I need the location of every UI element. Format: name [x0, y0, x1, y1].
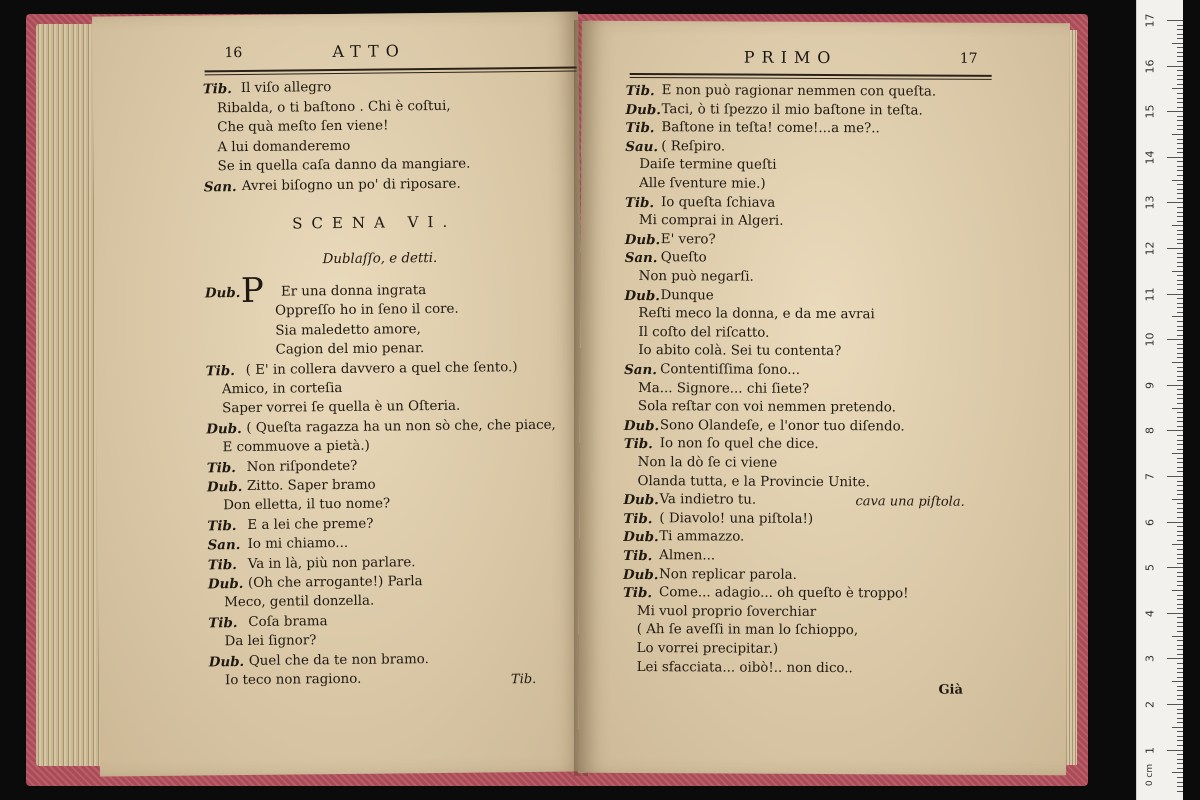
ruler-tick — [1177, 722, 1183, 723]
ruler-tick — [1177, 34, 1183, 35]
dialogue-line: Da lei ſignor? — [224, 633, 317, 650]
dialogue-line: Quel che da te non bramo. — [248, 651, 429, 669]
dialogue-line: E commuove a pietà.) — [222, 438, 370, 456]
ruler-tick — [1167, 157, 1183, 158]
speaker-label: Dub. — [204, 285, 241, 302]
ruler-tick — [1172, 134, 1183, 135]
ruler-tick — [1177, 763, 1183, 764]
ruler-tick — [1172, 544, 1183, 545]
ruler-tick — [1177, 344, 1183, 345]
ruler-tick — [1167, 750, 1183, 751]
ruler-tick — [1172, 43, 1183, 44]
ruler-tick — [1177, 617, 1183, 618]
dialogue-line: Meco, gentil donzella. — [224, 594, 375, 611]
ruler-tick — [1167, 613, 1183, 614]
ruler-tick — [1177, 508, 1183, 509]
speaker-label: Dub. — [208, 653, 245, 670]
ruler-tick — [1177, 572, 1183, 573]
ruler-tick — [1177, 718, 1183, 719]
ruler-tick — [1167, 20, 1183, 21]
ruler-tick — [1177, 426, 1183, 427]
dialogue-line: ( Diavolo! una piſtola!) — [659, 510, 814, 527]
ruler-tick — [1177, 462, 1183, 463]
ruler-tick — [1177, 307, 1183, 308]
ruler-label: 14 — [1143, 150, 1157, 165]
ruler-tick — [1172, 362, 1183, 363]
ruler-tick — [1172, 727, 1183, 728]
ruler-tick — [1177, 394, 1183, 395]
dialogue-line: Io abito colà. Sei tu contenta? — [638, 343, 842, 360]
ruler-tick — [1177, 595, 1183, 596]
ruler-tick — [1177, 585, 1183, 586]
ruler-tick — [1177, 490, 1183, 491]
speaker-label: Tib. — [622, 585, 653, 602]
ruler-tick — [1177, 25, 1183, 26]
ruler-tick — [1177, 321, 1183, 322]
ruler-tick — [1177, 212, 1183, 213]
ruler-tick — [1167, 385, 1183, 386]
ruler-tick — [1177, 435, 1183, 436]
ruler-tick — [1177, 139, 1183, 140]
ruler-tick — [1177, 690, 1183, 691]
dialogue-line: (Oh che arrogante!) Parla — [247, 574, 423, 591]
ruler-tick — [1177, 672, 1183, 673]
ruler-tick — [1177, 116, 1183, 117]
ruler-tick — [1177, 170, 1183, 171]
dialogue-line: Alle ſventure mie.) — [639, 176, 766, 192]
ruler-tick — [1177, 257, 1183, 258]
speaker-label: Dub. — [206, 479, 243, 496]
ruler-tick — [1172, 88, 1183, 89]
ruler-tick — [1177, 654, 1183, 655]
ruler-tick — [1177, 791, 1183, 792]
ruler-tick — [1177, 540, 1183, 541]
ruler-tick — [1177, 161, 1183, 162]
dialogue-line: Olanda tutta, e la Provincie Unite. — [637, 473, 870, 490]
ruler-tick — [1177, 184, 1183, 185]
dialogue-line: Sono Olandeſe, e l'onor tuo diſendo. — [659, 417, 905, 435]
dialogue-line: Ti ammazzo. — [659, 529, 745, 545]
speaker-label: Tib. — [202, 81, 232, 98]
speaker-label: Tib. — [623, 436, 653, 453]
dialogue-line: Almen... — [659, 548, 716, 564]
ruler-tick — [1167, 111, 1183, 112]
ruler-label: 7 — [1143, 473, 1157, 480]
speaker-label: Tib. — [625, 82, 655, 100]
ruler-tick — [1177, 713, 1183, 714]
right-page-number: 17 — [959, 50, 978, 67]
ruler-tick — [1177, 389, 1183, 390]
ruler-tick — [1177, 102, 1183, 103]
speaker-label: Dub. — [623, 417, 660, 434]
ruler-tick — [1177, 740, 1183, 741]
ruler-tick — [1177, 512, 1183, 513]
ruler-tick — [1177, 266, 1183, 267]
ruler-tick — [1177, 526, 1183, 527]
ruler-tick — [1177, 503, 1183, 504]
ruler-tick — [1167, 430, 1183, 431]
dialogue-line: Come... adagio... oh queſto è troppo! — [658, 585, 909, 602]
ruler-tick — [1177, 189, 1183, 190]
ruler-tick — [1177, 298, 1183, 299]
ruler-label: 8 — [1143, 427, 1157, 435]
ruler-tick — [1177, 768, 1183, 769]
ruler-tick — [1177, 663, 1183, 664]
ruler-tick — [1177, 262, 1183, 263]
ruler-tick — [1177, 777, 1183, 778]
ruler-tick — [1177, 531, 1183, 532]
dialogue-line: Il viſo allegro — [240, 80, 332, 97]
ruler-label: 17 — [1143, 13, 1157, 28]
ruler-tick — [1172, 408, 1183, 409]
ruler-tick — [1177, 357, 1183, 358]
ruler-tick — [1167, 202, 1183, 203]
speaker-label: Tib. — [207, 556, 237, 573]
ruler-tick — [1167, 522, 1183, 523]
ruler-tick — [1172, 681, 1183, 682]
ruler-tick — [1177, 61, 1183, 62]
left-running-head: ATTO — [332, 41, 406, 62]
ruler-tick — [1177, 626, 1183, 627]
ruler-tick — [1177, 731, 1183, 732]
ruler-tick — [1172, 499, 1183, 500]
right-page — [578, 21, 1070, 776]
dialogue-line: Io teco non ragiono. — [224, 671, 362, 689]
dialogue-line: Daiſe termine queſti — [639, 157, 777, 174]
dialogue-line: Queſto — [660, 250, 707, 266]
ruler-tick — [1177, 29, 1183, 30]
ruler-tick — [1177, 398, 1183, 399]
ruler-label: 3 — [1143, 655, 1157, 663]
ruler-tick — [1177, 120, 1183, 121]
dialogue-line: Mi comprai in Algeri. — [638, 213, 784, 229]
speaker-label: Dub. — [624, 287, 660, 304]
ruler-tick — [1167, 658, 1183, 659]
ruler-label: 15 — [1143, 104, 1157, 119]
ruler-label: 4 — [1143, 609, 1157, 617]
ruler-unit: 0 cm — [1145, 763, 1156, 787]
ruler-tick — [1177, 289, 1183, 290]
ruler-label: 10 — [1143, 332, 1157, 347]
dialogue-line: ( Queſta ragazza ha un non sò che, che piace, — [246, 417, 556, 436]
ruler-tick — [1177, 38, 1183, 39]
speaker-label: Dub. — [623, 566, 659, 583]
ruler-tick — [1167, 567, 1183, 568]
ruler-tick — [1177, 645, 1183, 646]
ruler-tick — [1177, 745, 1183, 746]
ruler-tick — [1177, 166, 1183, 167]
speaker-label: San. — [624, 361, 657, 379]
ruler-tick — [1177, 221, 1183, 222]
scene-characters-text: Dublaſſo, e detti. — [322, 250, 438, 268]
dialogue-line: Ribalda, o ti baſtono . Chi è coſtui, — [216, 98, 451, 116]
dialogue-line: Che quà meſto ſen viene! — [217, 118, 389, 136]
dialogue-line: Io non ſo quel che dice. — [659, 436, 819, 453]
ruler-tick — [1177, 198, 1183, 199]
ruler-tick — [1177, 640, 1183, 641]
ruler-tick — [1177, 554, 1183, 555]
ruler-tick — [1177, 517, 1183, 518]
ruler-tick — [1172, 271, 1183, 272]
ruler-label: 9 — [1143, 381, 1157, 389]
ruler-tick — [1172, 590, 1183, 591]
speaker-label: Dub. — [625, 101, 661, 118]
ruler-tick — [1177, 631, 1183, 632]
dialogue-line: ( E' in collera davvero a quel che ſento.) — [245, 359, 518, 378]
speaker-label: Tib. — [623, 510, 653, 527]
ruler-tick — [1177, 412, 1183, 413]
ruler-tick — [1177, 558, 1183, 559]
ruler-tick — [1177, 79, 1183, 80]
left-page-number: 16 — [224, 44, 243, 62]
dialogue-line: Mi vuol proprio ſoverchiar — [636, 603, 817, 620]
ruler-tick — [1177, 175, 1183, 176]
ruler-tick — [1177, 622, 1183, 623]
ruler-tick — [1177, 52, 1183, 53]
ruler-label: 11 — [1143, 287, 1157, 302]
ruler-tick — [1177, 70, 1183, 71]
speaker-label: San. — [203, 178, 237, 195]
scene-heading: SCENA VI. — [292, 212, 457, 233]
ruler-tick — [1177, 353, 1183, 354]
ruler-tick — [1167, 476, 1183, 477]
right-catchword: Già — [938, 682, 963, 698]
ruler-tick — [1177, 709, 1183, 710]
ruler-tick — [1177, 563, 1183, 564]
dialogue-line: Baſtone in teſta! come!...a me?.. — [661, 120, 880, 137]
ruler-tick — [1177, 330, 1183, 331]
ruler-tick — [1172, 180, 1183, 181]
speaker-label: Dub. — [624, 231, 661, 248]
ruler-label: 16 — [1143, 59, 1157, 74]
ruler-label: 13 — [1143, 195, 1157, 210]
ruler-tick — [1177, 348, 1183, 349]
ruler-tick — [1177, 239, 1183, 240]
ruler-label: 6 — [1143, 518, 1157, 526]
dialogue-line: Zitto. Saper bramo — [246, 477, 376, 494]
dialogue-line: Oppreſſo ho in ſeno il core. — [275, 302, 459, 320]
ruler-tick — [1177, 125, 1183, 126]
dialogue-line: Non può negarſi. — [638, 269, 754, 285]
ruler-tick — [1177, 280, 1183, 281]
dialogue-line: A lui domanderemo — [217, 138, 351, 155]
ruler-tick — [1177, 303, 1183, 304]
ruler-tick — [1177, 207, 1183, 208]
ruler-tick — [1177, 230, 1183, 231]
ruler-tick — [1177, 754, 1183, 755]
speaker-label: San. — [207, 537, 241, 554]
dialogue-line: Io queſta ſchiava — [660, 194, 776, 211]
dialogue-line: E non può ragionar nemmen con queſta. — [661, 83, 937, 100]
right-running-head: PRIMO — [743, 47, 838, 68]
ruler-tick — [1177, 47, 1183, 48]
ruler-tick — [1177, 152, 1183, 153]
ruler-tick — [1177, 782, 1183, 783]
left-catchword: Tib. — [510, 671, 537, 688]
ruler-tick — [1177, 686, 1183, 687]
ruler-tick — [1177, 668, 1183, 669]
ruler-tick — [1177, 380, 1183, 381]
ruler-tick — [1177, 695, 1183, 696]
ruler-tick — [1177, 129, 1183, 130]
speaker-label: Sau. — [625, 138, 659, 155]
speaker-label: Tib. — [208, 614, 238, 632]
ruler-tick — [1177, 467, 1183, 468]
ruler-tick — [1177, 444, 1183, 445]
ruler-tick — [1177, 93, 1183, 94]
dialogue-line: Io mi chiamo... — [247, 536, 349, 553]
ruler-label: 12 — [1143, 241, 1157, 256]
dialogue-line: Va in là, più non parlare. — [247, 554, 416, 572]
dialogue-line: Non la dò ſe ci viene — [637, 455, 778, 471]
ruler-tick — [1177, 143, 1183, 144]
ruler-tick — [1177, 376, 1183, 377]
ruler-tick — [1177, 759, 1183, 760]
speaker-label: Tib. — [625, 120, 655, 137]
dialogue-line: Lo vorrei precipitar.) — [636, 641, 779, 657]
ruler-tick — [1177, 608, 1183, 609]
dialogue-line: Saper vorrei ſe quella è un Oſteria. — [222, 399, 461, 417]
ruler-tick — [1167, 339, 1183, 340]
dialogue-line: Avrei biſogno un po' di riposare. — [241, 176, 461, 194]
ruler-tick — [1177, 485, 1183, 486]
ruler-tick — [1177, 312, 1183, 313]
ruler-tick — [1177, 98, 1183, 99]
ruler-tick — [1172, 225, 1183, 226]
speaker-label: Tib. — [207, 517, 237, 535]
ruler-tick — [1177, 677, 1183, 678]
ruler-tick — [1177, 421, 1183, 422]
dialogue-line: Taci, ò ti ſpezzo il mio baſtone in teſta. — [661, 101, 923, 119]
ruler-tick — [1177, 243, 1183, 244]
speaker-label: Tib. — [206, 459, 236, 476]
dialogue-line: Lei sfacciata... oibò!.. non dico.. — [636, 659, 853, 676]
ruler-tick — [1177, 549, 1183, 550]
ruler-tick — [1177, 193, 1183, 194]
ruler-tick — [1177, 335, 1183, 336]
dialogue-line: E' vero? — [660, 231, 716, 248]
ruler-tick — [1177, 253, 1183, 254]
right-head-rule-thin — [630, 77, 992, 80]
ruler-tick — [1177, 581, 1183, 582]
ruler-tick — [1177, 471, 1183, 472]
ruler-tick — [1177, 284, 1183, 285]
dialogue-line: Cagion del mio penar. — [275, 341, 425, 358]
ruler-tick — [1167, 248, 1183, 249]
dialogue-line: ( Reſpiro. — [661, 138, 726, 155]
speaker-label: Dub. — [207, 576, 244, 593]
ruler-tick — [1172, 453, 1183, 454]
ruler-tick — [1177, 275, 1183, 276]
ruler-tick — [1177, 371, 1183, 372]
ruler-tick — [1177, 449, 1183, 450]
dialogue-line: Reſti meco la donna, e da me avrai — [638, 306, 875, 323]
drop-cap: P — [240, 270, 265, 312]
ruler-tick — [1177, 84, 1183, 85]
dialogue-line: Il coſto del riſcatto. — [638, 324, 770, 341]
ruler-tick — [1172, 316, 1183, 317]
dialogue-line: Er una donna ingrata — [280, 283, 427, 300]
ruler-tick — [1167, 294, 1183, 295]
dialogue-line: Non riſpondete? — [246, 458, 358, 475]
dialogue-line: Sia maledetto amore, — [275, 321, 421, 339]
dialogue-line: Dunque — [660, 287, 714, 304]
dialogue-line: Sola reſtar con voi nemmen pretendo. — [637, 399, 896, 416]
dialogue-line: Va indietro tu. — [659, 492, 757, 508]
ruler-tick — [1177, 599, 1183, 600]
ruler-label: 2 — [1143, 701, 1157, 708]
ruler-tick — [1177, 367, 1183, 368]
ruler-tick — [1167, 66, 1183, 67]
left-page — [92, 11, 586, 776]
ruler-tick — [1177, 56, 1183, 57]
ruler-tick — [1177, 576, 1183, 577]
ruler-tick — [1177, 440, 1183, 441]
dialogue-line: Don elletta, il tuo nome? — [223, 496, 391, 514]
ruler-tick — [1167, 704, 1183, 705]
stage-direction: cava una piſtola. — [855, 494, 965, 510]
ruler-tick — [1177, 234, 1183, 235]
ruler-label: 5 — [1143, 564, 1157, 572]
ruler-tick — [1177, 481, 1183, 482]
dialogue-line: ( Ah ſe aveſſi in man lo ſchioppo, — [636, 622, 859, 639]
speaker-label: Dub. — [623, 529, 659, 546]
speaker-label: Dub. — [206, 420, 242, 438]
dialogue-line: E a lei che preme? — [247, 516, 374, 533]
ruler-tick — [1177, 216, 1183, 217]
ruler-tick — [1177, 699, 1183, 700]
ruler-tick — [1172, 636, 1183, 637]
ruler-tick — [1177, 417, 1183, 418]
dialogue-line: Amico, in corteſia — [221, 380, 343, 398]
ruler-label: 1 — [1143, 746, 1157, 754]
ruler-tick — [1177, 75, 1183, 76]
dialogue-line: Non replicar parola. — [659, 566, 797, 583]
ruler-tick — [1177, 535, 1183, 536]
ruler-tick — [1177, 107, 1183, 108]
dialogue-line: Coſa brama — [248, 613, 328, 630]
speaker-label: San. — [624, 250, 658, 267]
ruler-tick — [1172, 772, 1183, 773]
dialogue-line: Ma... Signore... chi ſiete? — [638, 380, 810, 397]
ruler-tick — [1177, 649, 1183, 650]
ruler-tick — [1177, 458, 1183, 459]
ruler-tick — [1177, 604, 1183, 605]
dialogue-line: Contentiſſima ſono... — [660, 362, 801, 378]
speaker-label: Tib. — [205, 362, 235, 379]
speaker-label: Tib. — [624, 194, 655, 211]
ruler-tick — [1177, 736, 1183, 737]
ruler-tick — [1177, 494, 1183, 495]
speaker-label: Tib. — [623, 547, 653, 565]
ruler-tick — [1177, 326, 1183, 327]
ruler-tick — [1177, 403, 1183, 404]
measuring-ruler — [1136, 0, 1183, 800]
dialogue-line: Se in quella caſa danno da mangiare. — [217, 156, 471, 175]
ruler-tick — [1177, 786, 1183, 787]
speaker-label: Dub. — [623, 492, 659, 509]
ruler-tick — [1177, 148, 1183, 149]
